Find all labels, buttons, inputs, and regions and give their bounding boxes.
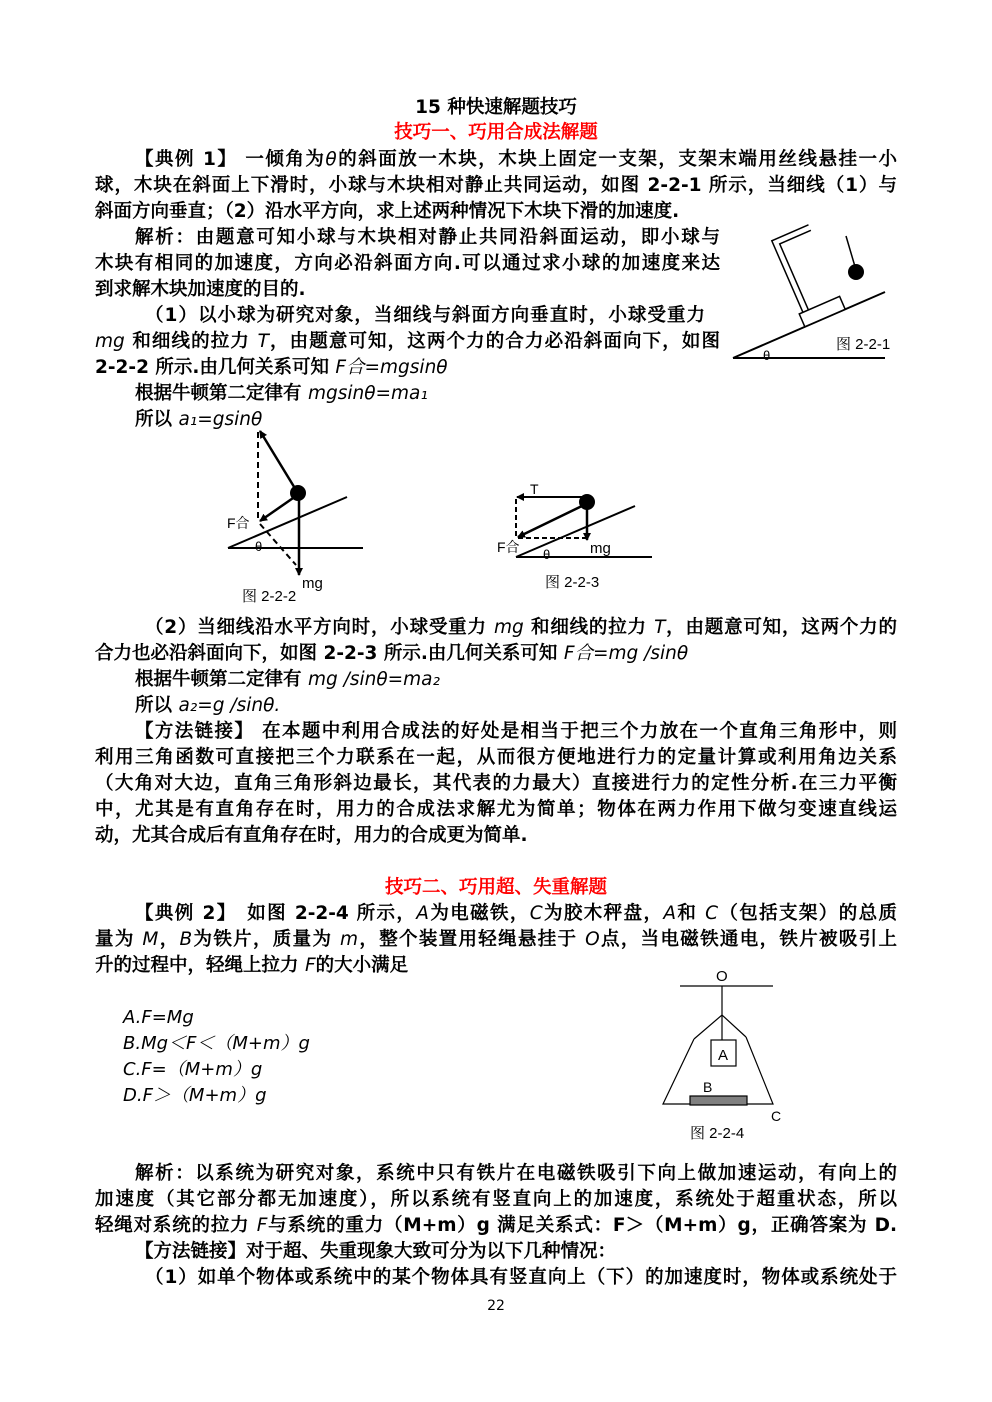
math-expression: m xyxy=(340,929,359,950)
figure-caption: 图 2-2-3 xyxy=(545,574,600,591)
text-segment: 的斜面放一木块，木块上固定一支架，支架末端用丝线悬挂一小 xyxy=(336,149,897,170)
option-d: D.F＞（M+m）g xyxy=(123,1085,267,1106)
text-segment: 动，尤其合成后有直角存在时，用力的合成更为简单. xyxy=(95,825,528,846)
math-expression: B xyxy=(179,929,193,950)
text-segment: （包括支架）的总质 xyxy=(718,903,897,924)
text-segment: 根据牛顿第二定律有 xyxy=(135,383,308,404)
figure-caption: 图 2-2-4 xyxy=(690,1125,745,1142)
resultant-force-label: F合 xyxy=(497,539,520,555)
page-number: 22 xyxy=(487,1298,505,1314)
text-segment: 与系统的重力（M+m）g 满足关系式：F＞（M+m）g，正确答案为 D. xyxy=(267,1215,897,1236)
document-title: 15 种快速解题技巧 xyxy=(415,97,577,118)
text-segment: 【典例 1】 一倾角为 xyxy=(135,149,326,170)
text-segment: （1）以小球为研究对象，当细线与斜面方向垂直时，小球受重力 xyxy=(145,305,705,326)
option-a: A.F=Mg xyxy=(123,1007,194,1028)
text-segment: 技巧一、巧用合成法解题 xyxy=(394,122,598,143)
text-segment: 解析：以系统为研究对象，系统中只有铁片在电磁铁吸引下向上做加速运动，有向上的 xyxy=(135,1163,897,1184)
text-segment: ，由题意可知，这两个力的合力必沿斜面向下，如图 xyxy=(268,331,720,352)
text-segment: 中，尤其是有直角存在时，用力的合成法求解尤为简单；物体在两力作用下做匀变速直线运 xyxy=(95,799,897,820)
text-segment: 为铁片，质量为 xyxy=(192,929,341,950)
text-segment: ，整个装置用轻绳悬挂于 xyxy=(358,929,586,950)
theta-label: θ xyxy=(255,539,263,554)
text-segment: （大角对大边，直角三角形斜边最长，其代表的力最大）直接进行力的定性分析.在三力平衡 xyxy=(95,773,897,794)
ball xyxy=(290,485,306,501)
gravity-label: mg xyxy=(302,575,323,592)
math-expression: mg xyxy=(494,617,524,638)
text-segment: 解析：由题意可知小球与木块相对静止共同沿斜面运动，即小球与 xyxy=(135,227,720,248)
math-expression: C xyxy=(529,903,543,924)
text-segment: 加速度（其它部分都无加速度），所以系统有竖直向上的加速度，系统处于超重状态，所以 xyxy=(95,1189,897,1210)
text-segment: 球，木块在斜面上下滑时，小球与木块相对静止共同运动，如图 2-2-1 所示，当细线（1）与 xyxy=(95,175,897,196)
math-expression: T xyxy=(257,331,269,352)
iron-plate-b xyxy=(690,1096,747,1105)
text-segment: 为电磁铁， xyxy=(428,903,530,924)
text-segment: （2）当细线沿水平方向时，小球受重力 xyxy=(145,617,495,638)
tension-label: T xyxy=(530,481,539,497)
text-segment: 【方法链接】对于超、失重现象大致可分为以下几种情况： xyxy=(135,1241,617,1262)
text-segment: 点，当电磁铁通电，铁片被吸引上 xyxy=(599,929,897,950)
a-label: A xyxy=(718,1047,729,1064)
text-segment: 利用三角函数可直接把三个力联系在一起，从而很方便地进行力的定量计算或利用角边关系 xyxy=(95,747,897,768)
tension-arrow xyxy=(260,431,296,490)
point-o-label: O xyxy=(716,968,728,985)
text-segment: （1）如单个物体或系统中的某个物体具有竖直向上（下）的加速度时，物体或系统处于 xyxy=(145,1267,897,1288)
math-expression: A xyxy=(416,903,429,924)
text-segment: 和 xyxy=(676,903,706,924)
math-expression: F合=mg /sinθ xyxy=(563,643,689,664)
text-segment: 轻绳对系统的拉力 xyxy=(95,1215,257,1236)
text-segment: 的大小满足 xyxy=(315,955,409,976)
figure-2-2-4 xyxy=(663,968,781,1142)
text-segment: 【方法链接】 在本题中利用合成法的好处是相当于把三个力放在一个直角三角形中，则 xyxy=(135,721,897,742)
text-segment: 量为 xyxy=(95,929,143,950)
text-segment: 斜面方向垂直；（2）沿水平方向，求上述两种情况下木块下滑的加速度. xyxy=(95,201,680,222)
figure-2-2-3 xyxy=(497,481,652,591)
figure-2-2-1 xyxy=(733,225,890,363)
text-segment: 为胶木秤盘， xyxy=(542,903,664,924)
incline-line xyxy=(516,506,635,557)
math-expression: mg /sinθ=ma₂ xyxy=(307,669,440,690)
text-segment: 和细线的拉力 xyxy=(523,617,655,638)
math-expression: M xyxy=(142,929,159,950)
math-expression: F xyxy=(256,1215,268,1236)
figure-caption: 图 2-2-1 xyxy=(836,336,891,353)
ball xyxy=(579,494,595,510)
math-expression: a₁=gsinθ xyxy=(178,409,263,430)
text-segment: 技巧二、巧用超、失重解题 xyxy=(384,877,607,898)
math-expression: F xyxy=(304,955,316,976)
figure-caption: 图 2-2-2 xyxy=(242,588,297,605)
theta-label: θ xyxy=(543,547,551,562)
resultant-force-arrow xyxy=(260,496,296,521)
text-segment: 【典例 2】 如图 2-2-4 所示， xyxy=(135,903,417,924)
wooden-block-with-stand xyxy=(768,225,845,327)
b-label: B xyxy=(703,1079,713,1095)
math-expression: a₂=g /sinθ. xyxy=(178,695,281,716)
option-b: B.Mg＜F＜（M+m）g xyxy=(123,1033,310,1054)
ball xyxy=(848,264,864,280)
dashed-line xyxy=(260,524,296,565)
text-segment: 和细线的拉力 xyxy=(124,331,258,352)
gravity-label: mg xyxy=(590,540,611,557)
text-segment: ，由题意可知，这两个力的 xyxy=(665,617,897,638)
option-c: C.F=（M+m）g xyxy=(123,1059,263,1080)
text-segment: 所以 xyxy=(135,409,179,430)
c-label: C xyxy=(771,1108,782,1124)
theta-label: θ xyxy=(763,348,771,363)
math-expression: mg xyxy=(95,331,125,352)
math-expression: C xyxy=(705,903,719,924)
text-segment: 升的过程中，轻绳上拉力 xyxy=(95,955,305,976)
math-expression: A xyxy=(663,903,676,924)
math-expression: θ xyxy=(325,149,337,170)
text-segment: 到求解木块加速度的目的. xyxy=(95,279,306,300)
support-strings xyxy=(694,1015,746,1039)
text-segment: 木块有相同的加速度，方向必沿斜面方向.可以通过求小球的加速度来达 xyxy=(95,253,720,274)
text-segment: 所以 xyxy=(135,695,179,716)
figure-2-2-2 xyxy=(227,431,363,605)
text-segment: 2-2-2 所示.由几何关系可知 xyxy=(95,357,336,378)
math-expression: T xyxy=(654,617,666,638)
text-segment: 根据牛顿第二定律有 xyxy=(135,669,308,690)
math-expression: F合=mgsinθ xyxy=(335,357,448,378)
resultant-force-label: F合 xyxy=(227,515,250,531)
math-expression: mgsinθ=ma₁ xyxy=(307,383,428,404)
text-segment: 合力也必沿斜面向下，如图 2-2-3 所示.由几何关系可知 xyxy=(95,643,564,664)
math-expression: O xyxy=(585,929,600,950)
text-segment: ， xyxy=(158,929,180,950)
